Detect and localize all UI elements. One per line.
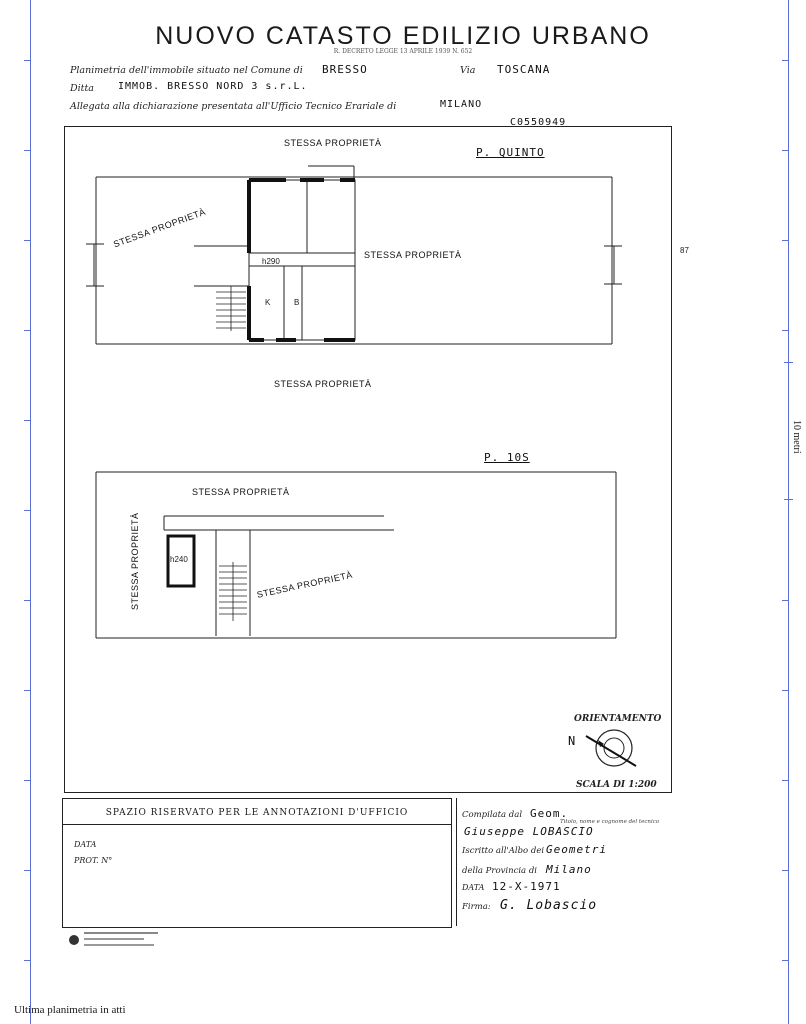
allegata-label: Allegata alla dichiarazione presentata all'Ufficio Tecnico Erariale di xyxy=(70,101,397,112)
ditta-value: IMMOB. BRESSO NORD 3 s.r.L. xyxy=(118,81,308,92)
upper-stessa-right: STESSA PROPRIETÀ xyxy=(364,250,462,260)
signature: G. Lobascio xyxy=(500,898,598,913)
room-b-label: B xyxy=(294,298,300,307)
page-title: NUOVO CATASTO EDILIZIO URBANO xyxy=(155,22,651,50)
compilata-value: Geom. xyxy=(530,807,569,820)
side-mark: 87 xyxy=(680,246,689,255)
albo-value: Geometri xyxy=(546,843,607,856)
provincia-value: Milano xyxy=(546,863,592,876)
via-value: TOSCANA xyxy=(497,63,551,76)
room-k-label: K xyxy=(265,298,271,307)
upper-stessa-top: STESSA PROPRIETÀ xyxy=(284,138,382,148)
via-label: Via xyxy=(460,65,476,76)
office-data-label: DATA xyxy=(74,840,97,849)
comune-label: Planimetria dell'immobile situato nel Comune di xyxy=(70,65,303,76)
upper-height-label: h290 xyxy=(262,257,280,266)
scale-label: SCALA DI 1:200 xyxy=(576,780,657,790)
titolo-note: Titolo, nome e cognome del tecnico xyxy=(560,819,660,825)
orientation-label: ORIENTAMENTO xyxy=(574,714,662,724)
allegata-value: MILANO xyxy=(440,99,483,110)
provincia-label: della Provincia di xyxy=(462,866,537,876)
floor-plan-upper xyxy=(64,126,672,396)
compilata-label: Compilata dal xyxy=(462,810,523,820)
scale-bar-label: 10 metri xyxy=(791,420,802,454)
orientation-north: N xyxy=(568,734,577,748)
lower-height-label: h240 xyxy=(170,555,188,564)
compiler-name: Giuseppe LOBASCIO xyxy=(464,825,594,838)
upper-stessa-bottom: STESSA PROPRIETÀ xyxy=(274,379,372,389)
albo-label: Iscritto all'Albo dei xyxy=(462,846,545,856)
compiler-data-label: DATA xyxy=(462,883,485,892)
document-code: C0550949 xyxy=(510,117,567,128)
upper-stessa-left: STESSA PROPRIETÀ xyxy=(112,206,208,250)
footer-note: Ultima planimetria in atti xyxy=(14,1004,126,1016)
stamp-icon xyxy=(66,930,166,952)
office-heading-divider xyxy=(62,824,452,825)
compiler-box-line xyxy=(456,798,457,926)
office-prot-label: PROT. N° xyxy=(74,856,113,865)
lower-stessa-top: STESSA PROPRIETÀ xyxy=(192,487,290,497)
lower-stessa-right: STESSA PROPRIETÀ xyxy=(256,569,354,600)
firma-label: Firma: xyxy=(462,902,491,912)
lower-stessa-left: STESSA PROPRIETÀ xyxy=(130,512,140,610)
compiler-data-value: 12-X-1971 xyxy=(492,880,561,893)
comune-value: BRESSO xyxy=(322,63,368,76)
office-heading: SPAZIO RISERVATO PER LE ANNOTAZIONI D'UFFICIO xyxy=(105,808,409,818)
page-subtitle: R. DECRETO LEGGE 13 APRILE 1939 N. 652 xyxy=(333,48,473,55)
floor-plan-lower xyxy=(64,466,672,646)
lower-floor-label: P. 10S xyxy=(484,451,530,464)
upper-floor-label: P. QUINTO xyxy=(476,146,545,159)
ditta-label: Ditta xyxy=(70,83,94,94)
